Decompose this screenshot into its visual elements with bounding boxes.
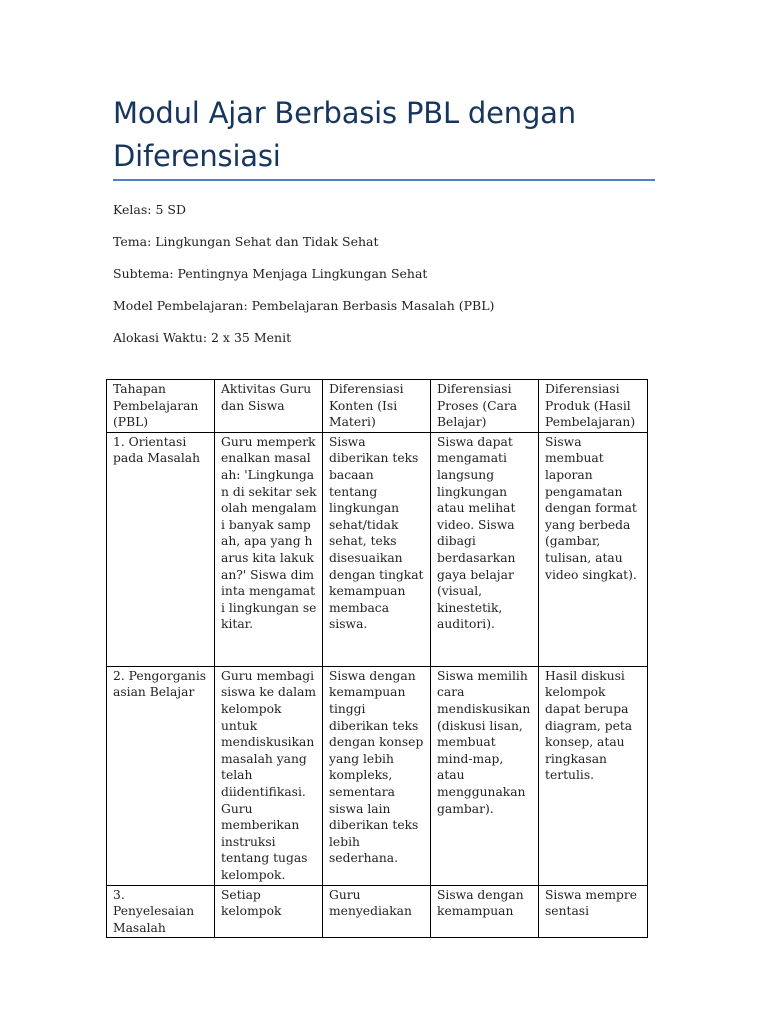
table-cell: Siswa memilih cara mendiskusikan (diskusi lisan, membuat mind-map, atau menggunakan gambar). xyxy=(431,666,539,885)
table-cell: Siswa membuat laporan pengamatan dengan format yang berbeda (gambar, tulisan, atau video singkat). xyxy=(539,432,648,666)
meta-tema: Tema: Lingkungan Sehat dan Tidak Sehat xyxy=(113,234,379,249)
header-cell-proses: Diferensiasi Proses (Cara Belajar) xyxy=(431,380,539,433)
meta-model-pembelajaran: Model Pembelajaran: Pembelajaran Berbasis Masalah (PBL) xyxy=(113,298,495,313)
table-header-row xyxy=(107,380,648,433)
table-cell: Guru memperkenalkan masalah: 'Lingkungan di sekitar sekolah mengalami banyak sampah, apa yang harus kita lakukan?' Siswa diminta mengamati lingkungan sekitar. xyxy=(215,432,323,666)
table-cell: Guru membagi siswa ke dalam kelompok untuk mendiskusikan masalah yang telah diidentifikasi. Guru memberikan instruksi tentang tugas kelompok. xyxy=(215,666,323,885)
table-cell: Siswa diberikan teks bacaan tentang lingkungan sehat/tidak sehat, teks disesuaikan dengan tingkat kemampuan membaca siswa. xyxy=(323,432,431,666)
lesson-plan-table xyxy=(106,379,648,938)
table-cell: Hasil diskusi kelompok dapat berupa diagram, peta konsep, atau ringkasan tertulis. xyxy=(539,666,648,885)
table-cell: Siswa dengan kemampuan tinggi diberikan teks dengan konsep yang lebih kompleks, sementara siswa lain diberikan teks lebih sederhana. xyxy=(323,666,431,885)
header-cell-aktivitas: Aktivitas Guru dan Siswa xyxy=(215,380,323,433)
table-cell: Setiap kelompok xyxy=(215,885,323,938)
table-cell: Siswa dapat mengamati langsung lingkungan atau melihat video. Siswa dibagi berdasarkan gaya belajar (visual, kinestetik, auditori). xyxy=(431,432,539,666)
header-cell-konten: Diferensiasi Konten (Isi Materi) xyxy=(323,380,431,433)
meta-alokasi-waktu: Alokasi Waktu: 2 x 35 Menit xyxy=(113,330,292,345)
header-cell-tahapan: Tahapan Pembelajaran (PBL) xyxy=(107,380,215,433)
table-row xyxy=(107,666,648,885)
title-underline xyxy=(113,179,655,181)
meta-kelas: Kelas: 5 SD xyxy=(113,202,186,217)
meta-subtema: Subtema: Pentingnya Menjaga Lingkungan Sehat xyxy=(113,266,428,281)
header-cell-produk: Diferensiasi Produk (Hasil Pembelajaran) xyxy=(539,380,648,433)
page-title: Modul Ajar Berbasis PBL dengan Diferensiasi xyxy=(113,96,576,173)
table-cell: 3. Penyelesaian Masalah xyxy=(107,885,215,938)
table-row xyxy=(107,885,648,938)
table-row xyxy=(107,432,648,666)
table-cell: 2. Pengorganisasian Belajar xyxy=(107,666,215,885)
table-cell: 1. Orientasi pada Masalah xyxy=(107,432,215,666)
table-cell: Guru menyediakan xyxy=(323,885,431,938)
table-cell: Siswa mempresentasi xyxy=(539,885,648,938)
table-cell: Siswa dengan kemampuan xyxy=(431,885,539,938)
